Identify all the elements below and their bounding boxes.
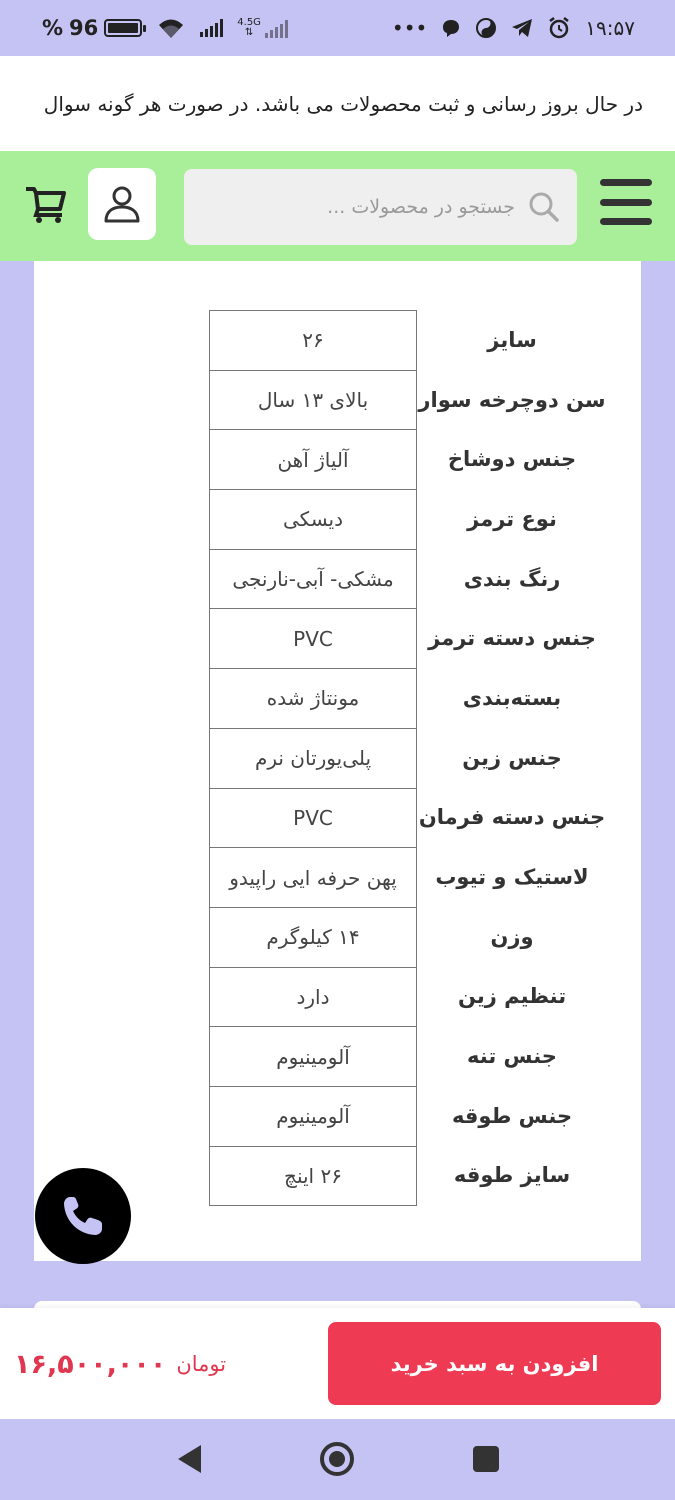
spec-row [34,608,641,668]
spec-value: پهن حرفه ایی راپیدو [209,847,417,908]
spec-value: بالای ۱۳ سال [209,370,417,431]
wifi-icon [156,16,186,40]
price-currency: تومان [176,1352,227,1376]
add-to-cart-button[interactable]: افزودن به سبد خرید [328,1322,661,1405]
network-type: 4.5G ⇅ [237,17,261,38]
spec-label: رنگ بندی [463,566,561,591]
spec-value: آلومینیوم [209,1026,417,1087]
spec-row [34,310,641,370]
notice-bar [0,56,675,151]
spec-value: آلومینیوم [209,1086,417,1147]
home-button[interactable] [320,1442,354,1476]
site-header [0,151,675,261]
search-box[interactable] [184,169,577,245]
chat-bubble-icon [441,18,461,38]
spec-row [34,429,641,489]
spec-value: ۲۶ اینچ [209,1146,417,1207]
product-specs-card [34,261,641,1261]
battery-icon [104,19,142,37]
spec-label: جنس زین [462,745,562,770]
spec-value: دیسکی [209,489,417,550]
spec-row [34,489,641,549]
specs-table [34,310,641,1205]
buy-bar [0,1308,675,1419]
spec-value: ۱۴ کیلوگرم [209,907,417,968]
menu-icon-bar [600,218,652,225]
spec-row [34,668,641,728]
spec-value: مشکی- آبی-نارنجی [209,549,417,610]
system-nav-bar [0,1419,675,1500]
clock: ۱۹:۵۷ [585,16,635,40]
price-amount: ۱۶,۵۰۰,۰۰۰ [14,1348,167,1380]
spec-value: PVC [209,608,417,669]
battery-percent-sign: % [42,16,64,40]
recents-button[interactable] [473,1446,499,1472]
spec-label: سایز [487,327,537,352]
spec-label: وزن [490,924,534,949]
phone-icon [58,1191,108,1241]
network-indicator [237,18,288,38]
battery-level: 96 [69,16,99,40]
more-dots-icon: ••• [391,16,428,40]
spec-label: جنس طوقه [451,1103,573,1128]
spec-row [34,967,641,1027]
spec-row [34,549,641,609]
user-icon [103,184,141,224]
spec-label: تنظیم زین [457,984,567,1009]
spec-value: آلیاژ آهن [209,429,417,490]
spec-label: جنس دسته ترمز [428,626,596,651]
battery-indicator [42,16,142,40]
spec-row [34,1026,641,1086]
spec-value: PVC [209,788,417,849]
alarm-icon [547,16,571,40]
menu-button[interactable] [600,179,652,225]
spec-row [34,788,641,848]
telegram-icon [511,18,533,38]
status-left [42,16,288,40]
search-icon [527,190,561,224]
home-icon [329,1451,345,1467]
signal-icon-2 [265,20,288,38]
spec-label: سن دوچرخه سوار [418,387,606,412]
spec-label: جنس دوشاخ [447,447,577,472]
search-input[interactable] [215,196,515,218]
notice-text: در حال بروز رسانی و ثبت محصولات می باشد. در صورت هر گونه سوال [43,91,643,116]
status-bar [0,0,675,56]
spec-row [34,1086,641,1146]
spec-value: ۲۶ [209,310,417,371]
cart-icon[interactable] [24,185,68,225]
account-button[interactable] [88,168,156,240]
spec-label: نوع ترمز [467,506,557,531]
menu-icon-bar [600,199,652,206]
spec-value: مونتاژ شده [209,668,417,729]
back-icon[interactable] [175,1443,203,1475]
price [14,1344,226,1384]
signal-icon [200,19,223,37]
spec-row [34,907,641,967]
spec-label: لاستیک و تیوب [435,865,589,890]
spec-value: دارد [209,967,417,1028]
spec-label: جنس دسته فرمان [418,805,606,830]
spec-row [34,728,641,788]
status-right [392,16,635,40]
spec-value: پلی‌یورتان نرم [209,728,417,789]
spec-row [34,847,641,907]
spec-label: بسته‌بندی [462,685,562,710]
spec-label: سایز طوقه [453,1163,571,1188]
spec-row [34,370,641,430]
spec-label: جنس تنه [467,1044,557,1069]
app-notification-icon [475,17,497,39]
call-button[interactable] [35,1168,131,1264]
menu-icon-bar [600,179,652,186]
